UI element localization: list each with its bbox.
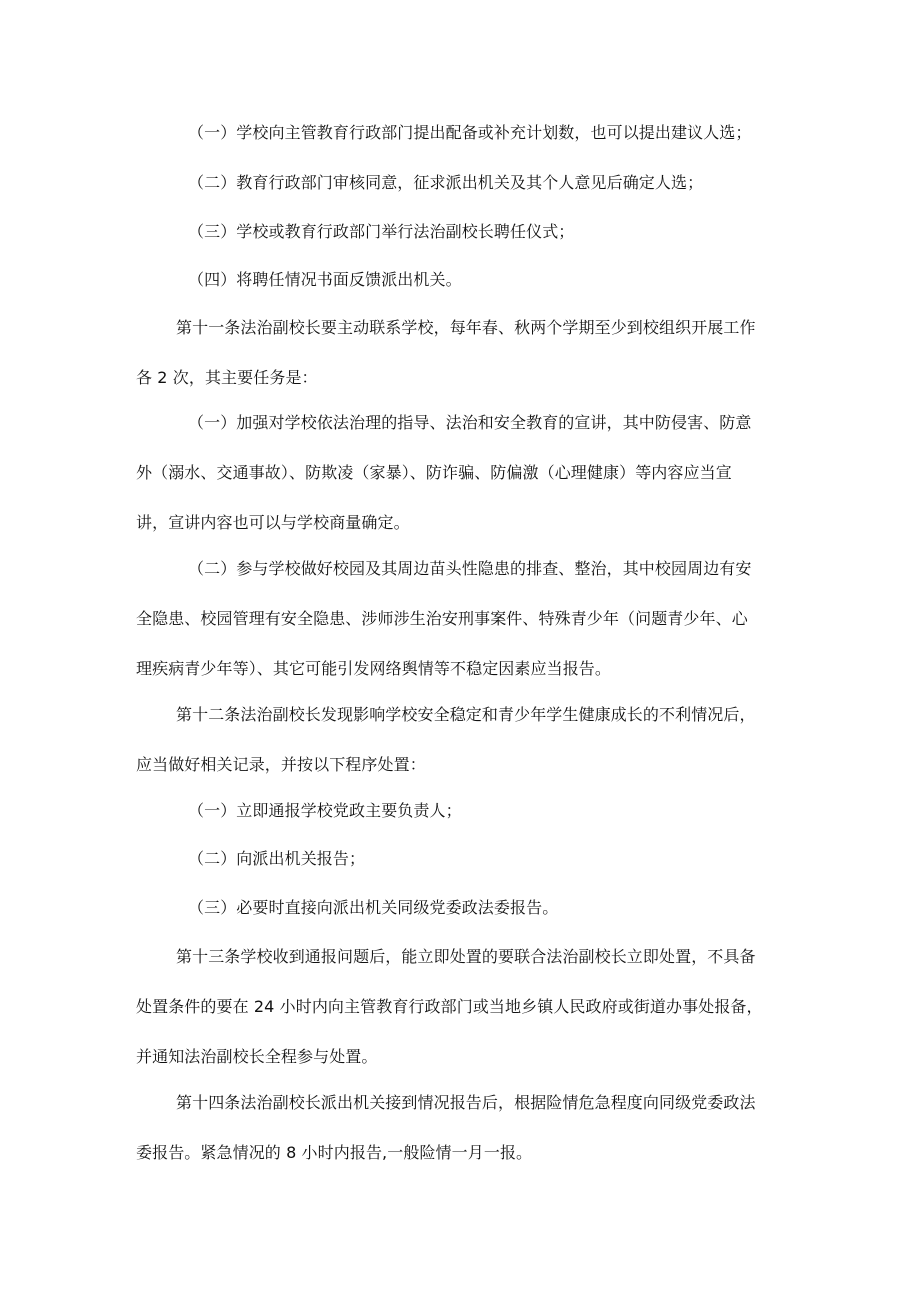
text-line: 第十一条法治副校长要主动联系学校，每年春、秋两个学期至少到校组织开展工作: [176, 318, 756, 337]
text-line: 处置条件的要在 24 小时内向主管教育行政部门或当地乡镇人民政府或街道办事处报备，: [136, 997, 763, 1016]
text-line: 各 2 次，其主要任务是：: [136, 368, 318, 387]
paragraph-item: [136, 158, 786, 208]
text-line: 讲，宣讲内容也可以与学校商量确定。: [136, 513, 410, 532]
text-line: （一）学校向主管教育行政部门提出配备或补充计划数，也可以提出建议人选；: [188, 123, 752, 142]
paragraph-article: [136, 932, 786, 1082]
text-line: 委报告。紧急情况的 8 小时内报告,一般险情一月一报。: [136, 1143, 533, 1162]
paragraph-item: [136, 786, 786, 836]
text-line: 理疾病青少年等）、其它可能引发网络舆情等不稳定因素应当报告。: [136, 659, 612, 678]
paragraph-article: [136, 690, 786, 790]
text-line: 第十四条法治副校长派出机关接到情况报告后，根据险情危急程度向同级党委政法: [176, 1093, 756, 1112]
text-line: （四）将聘任情况书面反馈派出机关。: [188, 270, 462, 289]
paragraph-item: [136, 398, 786, 548]
paragraph-item: [136, 834, 786, 884]
paragraph-item: [136, 108, 786, 158]
text-line: 第十三条学校收到通报问题后，能立即处置的要联合法治副校长立即处置，不具备: [176, 947, 756, 966]
text-line: 全隐患、校园管理有安全隐患、涉师涉生治安刑事案件、特殊青少年（问题青少年、心: [136, 609, 748, 628]
text-line: （二）参与学校做好校园及其周边苗头性隐患的排查、整治，其中校园周边有安: [188, 559, 752, 578]
text-line: 应当做好相关记录，并按以下程序处置：: [136, 755, 426, 774]
text-line: （三）学校或教育行政部门举行法治副校长聘任仪式；: [188, 222, 575, 241]
paragraph-article: [136, 303, 786, 403]
text-line: 第十二条法治副校长发现影响学校安全稳定和青少年学生健康成长的不利情况后，: [176, 705, 756, 724]
paragraph-item: [136, 207, 786, 257]
text-line: （二）教育行政部门审核同意，征求派出机关及其个人意见后确定人选；: [188, 173, 704, 192]
paragraph-item: [136, 883, 786, 933]
text-line: 外（溺水、交通事故）、防欺凌（家暴）、防诈骗、防偏激（心理健康）等内容应当宣: [136, 463, 732, 482]
paragraph-item: [136, 544, 786, 694]
text-line: （一）立即通报学校党政主要负责人；: [188, 801, 462, 820]
text-line: （二）向派出机关报告；: [188, 849, 366, 868]
text-line: 并通知法治副校长全程参与处置。: [136, 1047, 378, 1066]
paragraph-item: [136, 255, 786, 305]
paragraph-article: [136, 1078, 786, 1178]
text-line: （一）加强对学校依法治理的指导、法治和安全教育的宣讲，其中防侵害、防意: [188, 413, 752, 432]
text-line: （三）必要时直接向派出机关同级党委政法委报告。: [188, 898, 559, 917]
